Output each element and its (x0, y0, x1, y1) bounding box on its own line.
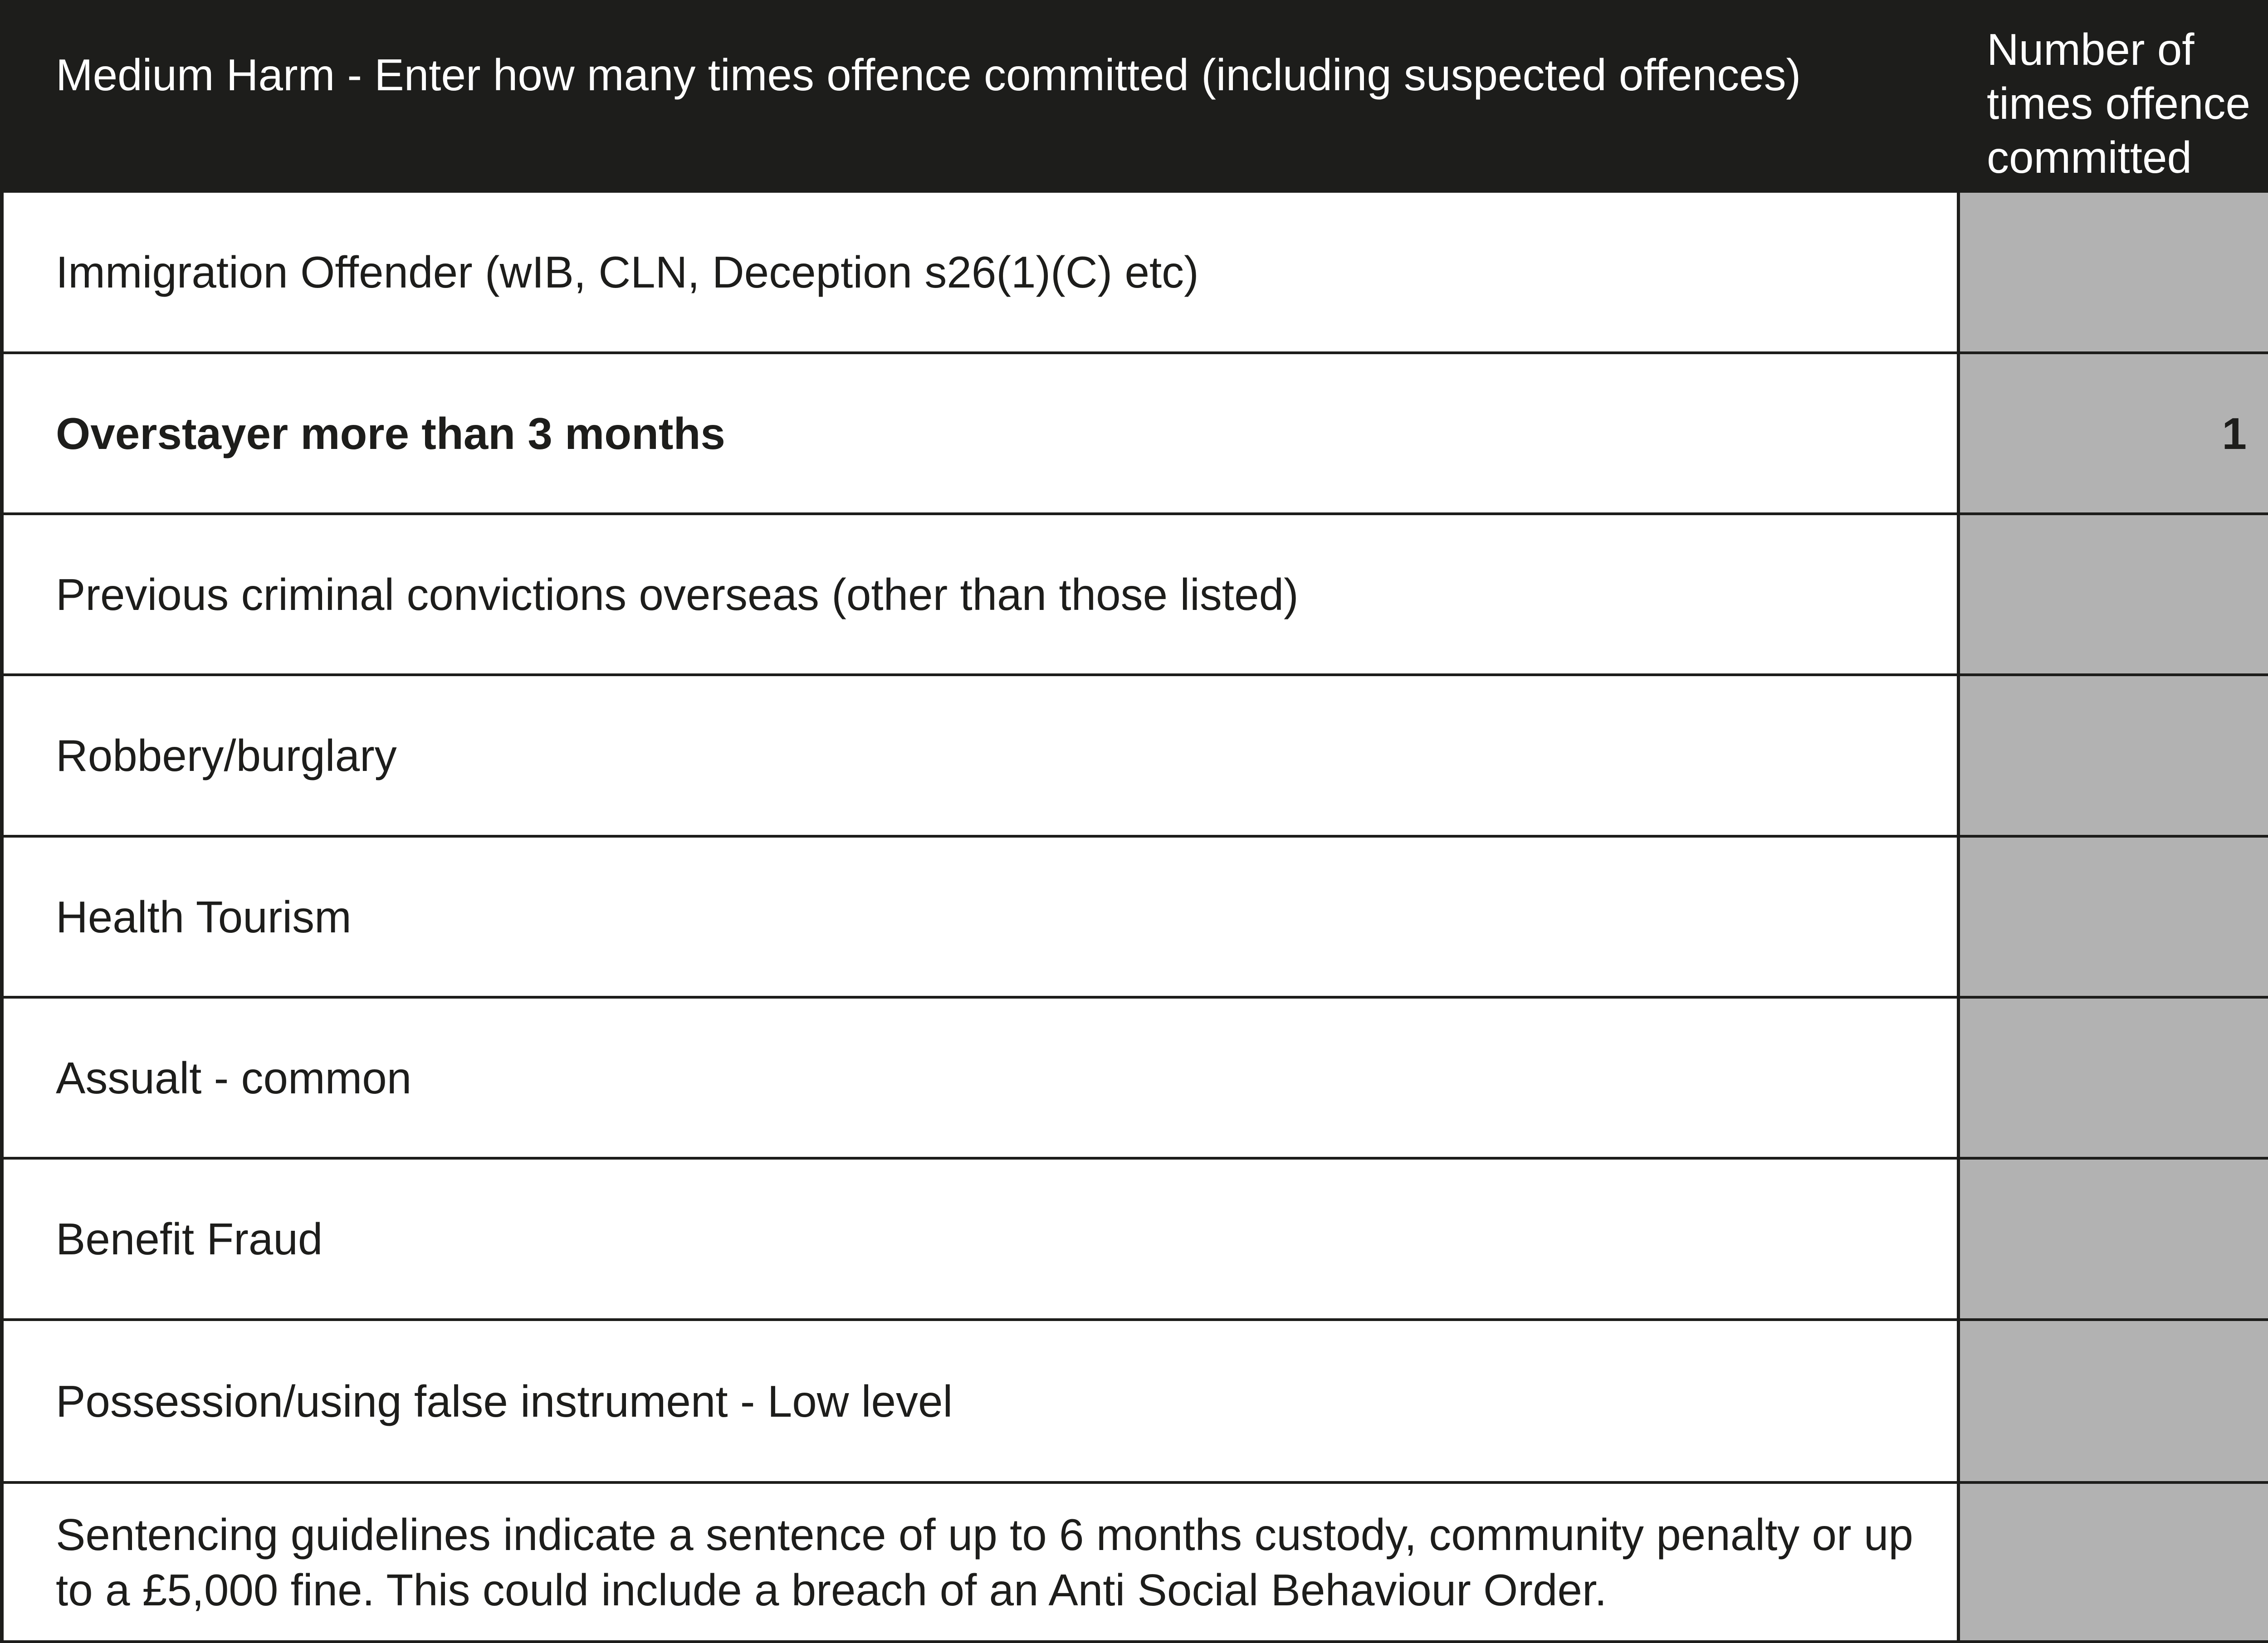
offence-label: Benefit Fraud (56, 1214, 323, 1264)
table-row (0, 193, 2268, 354)
count-value: 1 (2222, 408, 2247, 458)
count-input-cell[interactable] (1957, 515, 2268, 673)
table-row (0, 1321, 2268, 1484)
offence-label-cell (0, 999, 1957, 1157)
table-row (0, 999, 2268, 1160)
offence-label-cell (0, 193, 1957, 351)
offence-label: Possession/using false instrument - Low level (56, 1376, 953, 1426)
count-input-cell[interactable] (1957, 1321, 2268, 1481)
offence-label-cell (0, 838, 1957, 996)
count-input-cell[interactable] (1957, 999, 2268, 1157)
count-column-header: Number of times offence committed (1987, 24, 2251, 182)
table-row (0, 1484, 2268, 1643)
offence-label-cell (0, 1484, 1957, 1640)
table-header (0, 0, 2268, 193)
offence-label-cell (0, 354, 1957, 512)
table-row (0, 676, 2268, 838)
offence-label-cell (0, 1160, 1957, 1318)
table-row (0, 515, 2268, 676)
count-input-cell[interactable] (1957, 1160, 2268, 1318)
offence-label-cell (0, 515, 1957, 673)
offence-label: Previous criminal convictions overseas (other than those listed) (56, 569, 1299, 619)
offence-label-cell (0, 676, 1957, 835)
offence-label: Robbery/burglary (56, 731, 397, 780)
count-input-cell[interactable] (1957, 193, 2268, 351)
offence-label: Immigration Offender (wIB, CLN, Deception s26(1)(C) etc) (56, 247, 1199, 297)
offence-label-cell (0, 1321, 1957, 1481)
count-input-cell[interactable] (1957, 354, 2268, 512)
offence-label: Assualt - common (56, 1053, 412, 1103)
header-title: Medium Harm - Enter how many times offence committed (including suspected offences) (56, 50, 1801, 100)
count-input-cell[interactable] (1957, 676, 2268, 835)
count-input-cell[interactable] (1957, 1484, 2268, 1640)
offence-label: Health Tourism (56, 892, 352, 942)
offence-label: Sentencing guidelines indicate a sentence of up to 6 months custody, community penalty or up to a £5,000 fine. This could include a breach of an Anti Social Behaviour Order. (56, 1509, 1913, 1615)
table-row (0, 1160, 2268, 1321)
table-row (0, 354, 2268, 515)
count-input-cell[interactable] (1957, 838, 2268, 996)
table-row (0, 838, 2268, 999)
offence-label: Overstayer more than 3 months (56, 408, 725, 458)
